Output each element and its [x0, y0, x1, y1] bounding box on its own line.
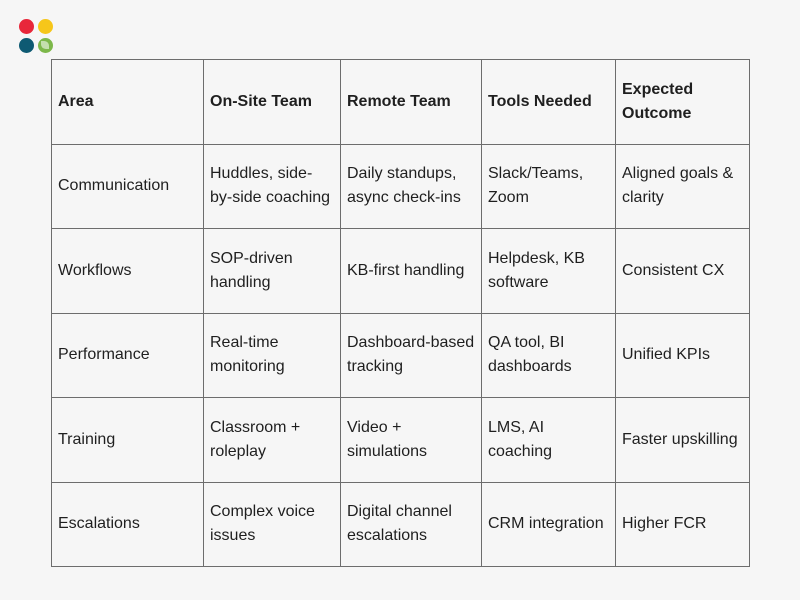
cell-remote-team: Video + simulations — [341, 398, 482, 483]
header-area: Area — [52, 60, 204, 145]
table-row — [52, 144, 750, 229]
cell-expected-outcome: Aligned goals & clarity — [616, 144, 750, 229]
table-row — [52, 229, 750, 314]
header-on-site-team: On-Site Team — [204, 60, 341, 145]
cell-expected-outcome: Faster upskilling — [616, 398, 750, 483]
cell-area: Training — [52, 398, 204, 483]
table-row — [52, 482, 750, 567]
table-header-row — [52, 60, 750, 145]
logo-leaf-icon — [41, 41, 49, 49]
cell-on-site-team: Complex voice issues — [204, 482, 341, 567]
header-remote-team: Remote Team — [341, 60, 482, 145]
cell-expected-outcome: Higher FCR — [616, 482, 750, 567]
cell-tools-needed: QA tool, BI dashboards — [482, 313, 616, 398]
cell-on-site-team: Huddles, side-by-side coaching — [204, 144, 341, 229]
cell-tools-needed: CRM integration — [482, 482, 616, 567]
cell-remote-team: Dashboard-based tracking — [341, 313, 482, 398]
cell-expected-outcome: Consistent CX — [616, 229, 750, 314]
cell-area: Communication — [52, 144, 204, 229]
cell-area: Escalations — [52, 482, 204, 567]
cell-area: Workflows — [52, 229, 204, 314]
cell-remote-team: KB-first handling — [341, 229, 482, 314]
cell-on-site-team: SOP-driven handling — [204, 229, 341, 314]
header-expected-outcome: Expected Outcome — [616, 60, 750, 145]
logo-dot-yellow — [38, 19, 53, 34]
cell-on-site-team: Classroom + roleplay — [204, 398, 341, 483]
cell-remote-team: Digital channel escalations — [341, 482, 482, 567]
logo-dot-teal — [19, 38, 34, 53]
cell-remote-team: Daily standups, async check-ins — [341, 144, 482, 229]
cell-on-site-team: Real-time monitoring — [204, 313, 341, 398]
header-tools-needed: Tools Needed — [482, 60, 616, 145]
logo-dot-red — [19, 19, 34, 34]
cell-expected-outcome: Unified KPIs — [616, 313, 750, 398]
cell-area: Performance — [52, 313, 204, 398]
cell-tools-needed: LMS, AI coaching — [482, 398, 616, 483]
comparison-table — [51, 59, 750, 567]
cell-tools-needed: Helpdesk, KB software — [482, 229, 616, 314]
table-row — [52, 313, 750, 398]
table-row — [52, 398, 750, 483]
brand-logo-icon — [19, 19, 55, 55]
cell-tools-needed: Slack/Teams, Zoom — [482, 144, 616, 229]
